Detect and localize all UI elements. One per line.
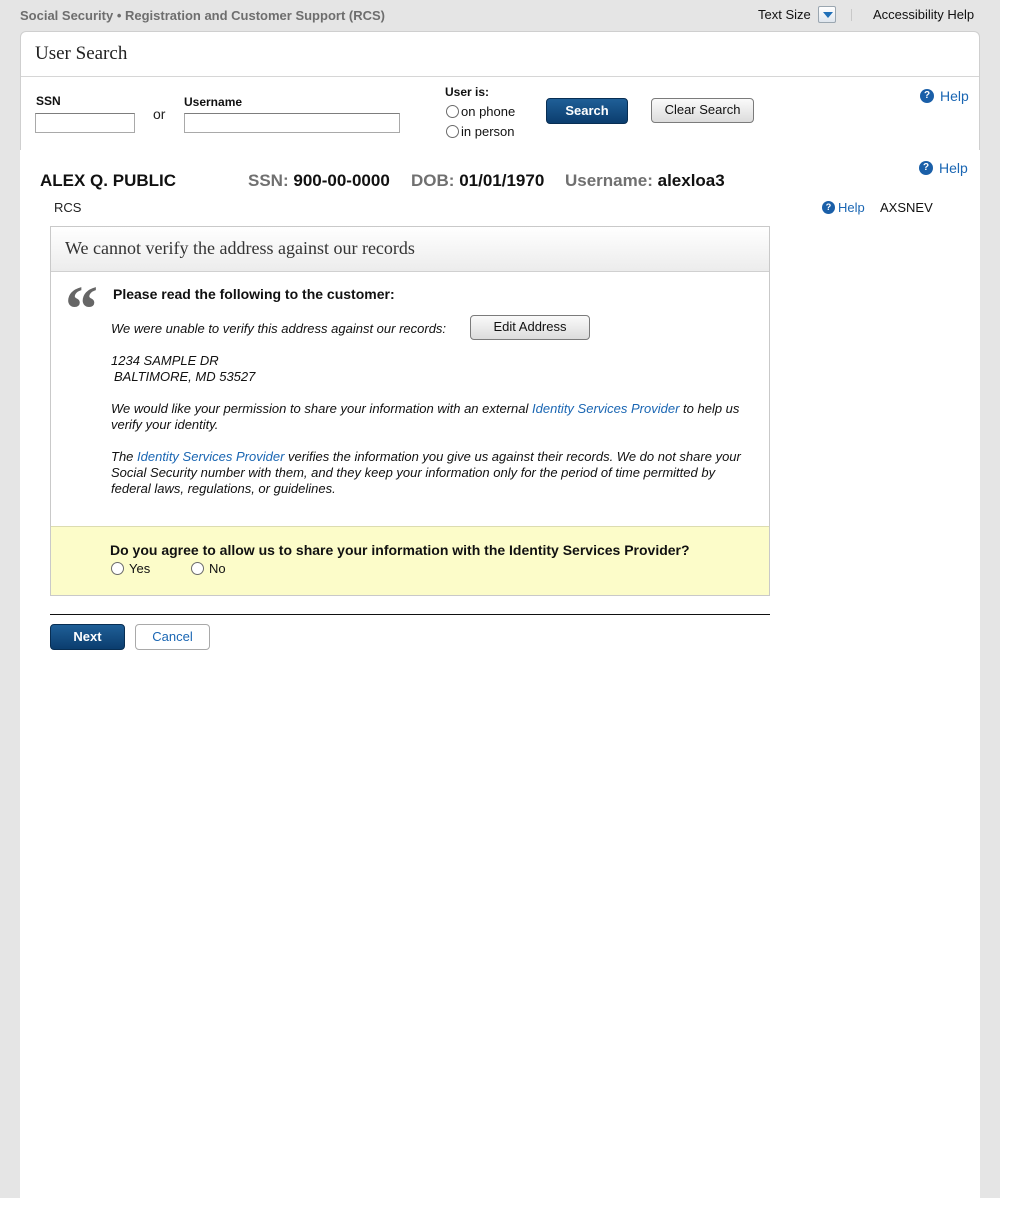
app-title: Social Security • Registration and Customer Support (RCS) <box>20 8 385 23</box>
radio-button[interactable] <box>446 105 459 118</box>
customer-username <box>565 171 725 191</box>
radio-button[interactable] <box>111 562 124 575</box>
radio-label: on phone <box>461 104 516 119</box>
ssn-label: SSN <box>36 94 61 108</box>
radio-button[interactable] <box>191 562 204 575</box>
provider-text-start: The <box>111 449 138 464</box>
user-search-title: User Search <box>35 43 128 64</box>
provider-text-end: verifies the information you give us against their records. We do not share your Social Security number with them, and they keep your information only for the period of time permitted by federal laws, regulations, or guidelines. <box>111 449 741 496</box>
cancel-button[interactable]: Cancel <box>135 624 210 650</box>
help-label: Help <box>838 200 865 215</box>
unable-verify-text: We were unable to verify this address against our records: <box>111 321 447 336</box>
divider <box>50 614 770 615</box>
customer-dob <box>411 171 544 191</box>
user-is-label: User is: <box>445 85 490 99</box>
user-code: AXSNEV <box>880 200 933 215</box>
help-label: Help <box>939 160 968 176</box>
radio-label: No <box>209 561 226 576</box>
read-to-customer-heading: Please read the following to the customer: <box>113 286 395 302</box>
address-line-1: 1234 SAMPLE DR <box>111 353 219 368</box>
address-line-2: BALTIMORE, MD 53527 <box>114 369 256 384</box>
panel-header <box>51 227 769 272</box>
section-help-link[interactable] <box>822 200 865 215</box>
radio-label: in person <box>461 124 515 139</box>
user-search-help-link[interactable] <box>920 88 969 104</box>
user-search-panel <box>20 31 980 151</box>
help-icon: ? <box>919 161 933 175</box>
accessibility-help-link[interactable]: Accessibility Help <box>873 7 975 22</box>
panel-title: We cannot verify the address against our records <box>65 238 415 258</box>
customer-help-link[interactable] <box>919 160 968 176</box>
text-size-label: Text Size <box>758 7 811 22</box>
consent-yes-option[interactable] <box>111 561 150 576</box>
quote-icon: “ <box>65 273 98 346</box>
edit-address-button[interactable]: Edit Address <box>470 315 590 340</box>
identity-services-provider-link[interactable]: Identity Services Provider <box>532 401 680 416</box>
ssn-field-label: SSN: <box>248 171 289 190</box>
clear-search-button[interactable]: Clear Search <box>651 98 754 123</box>
username-field-label: Username: <box>565 171 653 190</box>
ssn-input[interactable] <box>35 113 135 133</box>
main-content <box>20 150 980 1209</box>
help-icon: ? <box>920 89 934 103</box>
permission-text <box>111 401 751 433</box>
next-button[interactable]: Next <box>50 624 125 650</box>
username-value: alexloa3 <box>657 171 725 190</box>
dob-field-label: DOB: <box>411 171 455 190</box>
provider-text <box>111 449 751 497</box>
dob-value: 01/01/1970 <box>459 171 545 190</box>
radio-on-phone[interactable] <box>446 104 515 119</box>
address-verification-panel <box>50 226 770 596</box>
radio-in-person[interactable] <box>446 124 514 139</box>
radio-button[interactable] <box>446 125 459 138</box>
divider <box>851 9 852 21</box>
breadcrumb: RCS <box>54 200 82 215</box>
search-button[interactable]: Search <box>546 98 628 124</box>
customer-name: ALEX Q. PUBLIC <box>40 171 177 190</box>
consent-question: Do you agree to allow us to share your information with the Identity Services Provider? <box>110 542 690 558</box>
or-label: or <box>153 106 166 122</box>
help-icon: ? <box>822 201 835 214</box>
text-size-dropdown[interactable] <box>818 6 836 23</box>
identity-services-provider-link[interactable]: Identity Services Provider <box>137 449 285 464</box>
consent-box <box>51 526 769 595</box>
consent-no-option[interactable] <box>191 561 226 576</box>
username-input[interactable] <box>184 113 400 133</box>
ssn-value: 900-00-0000 <box>293 171 390 190</box>
help-label: Help <box>940 88 969 104</box>
radio-label: Yes <box>129 561 151 576</box>
username-label: Username <box>184 95 243 109</box>
customer-ssn <box>248 171 390 191</box>
permission-text-start: We would like your permission to share your information with an external <box>111 401 533 416</box>
divider <box>21 76 979 77</box>
permission-text-end: to help us verify your identity. <box>111 401 740 432</box>
top-bar <box>0 0 1000 32</box>
